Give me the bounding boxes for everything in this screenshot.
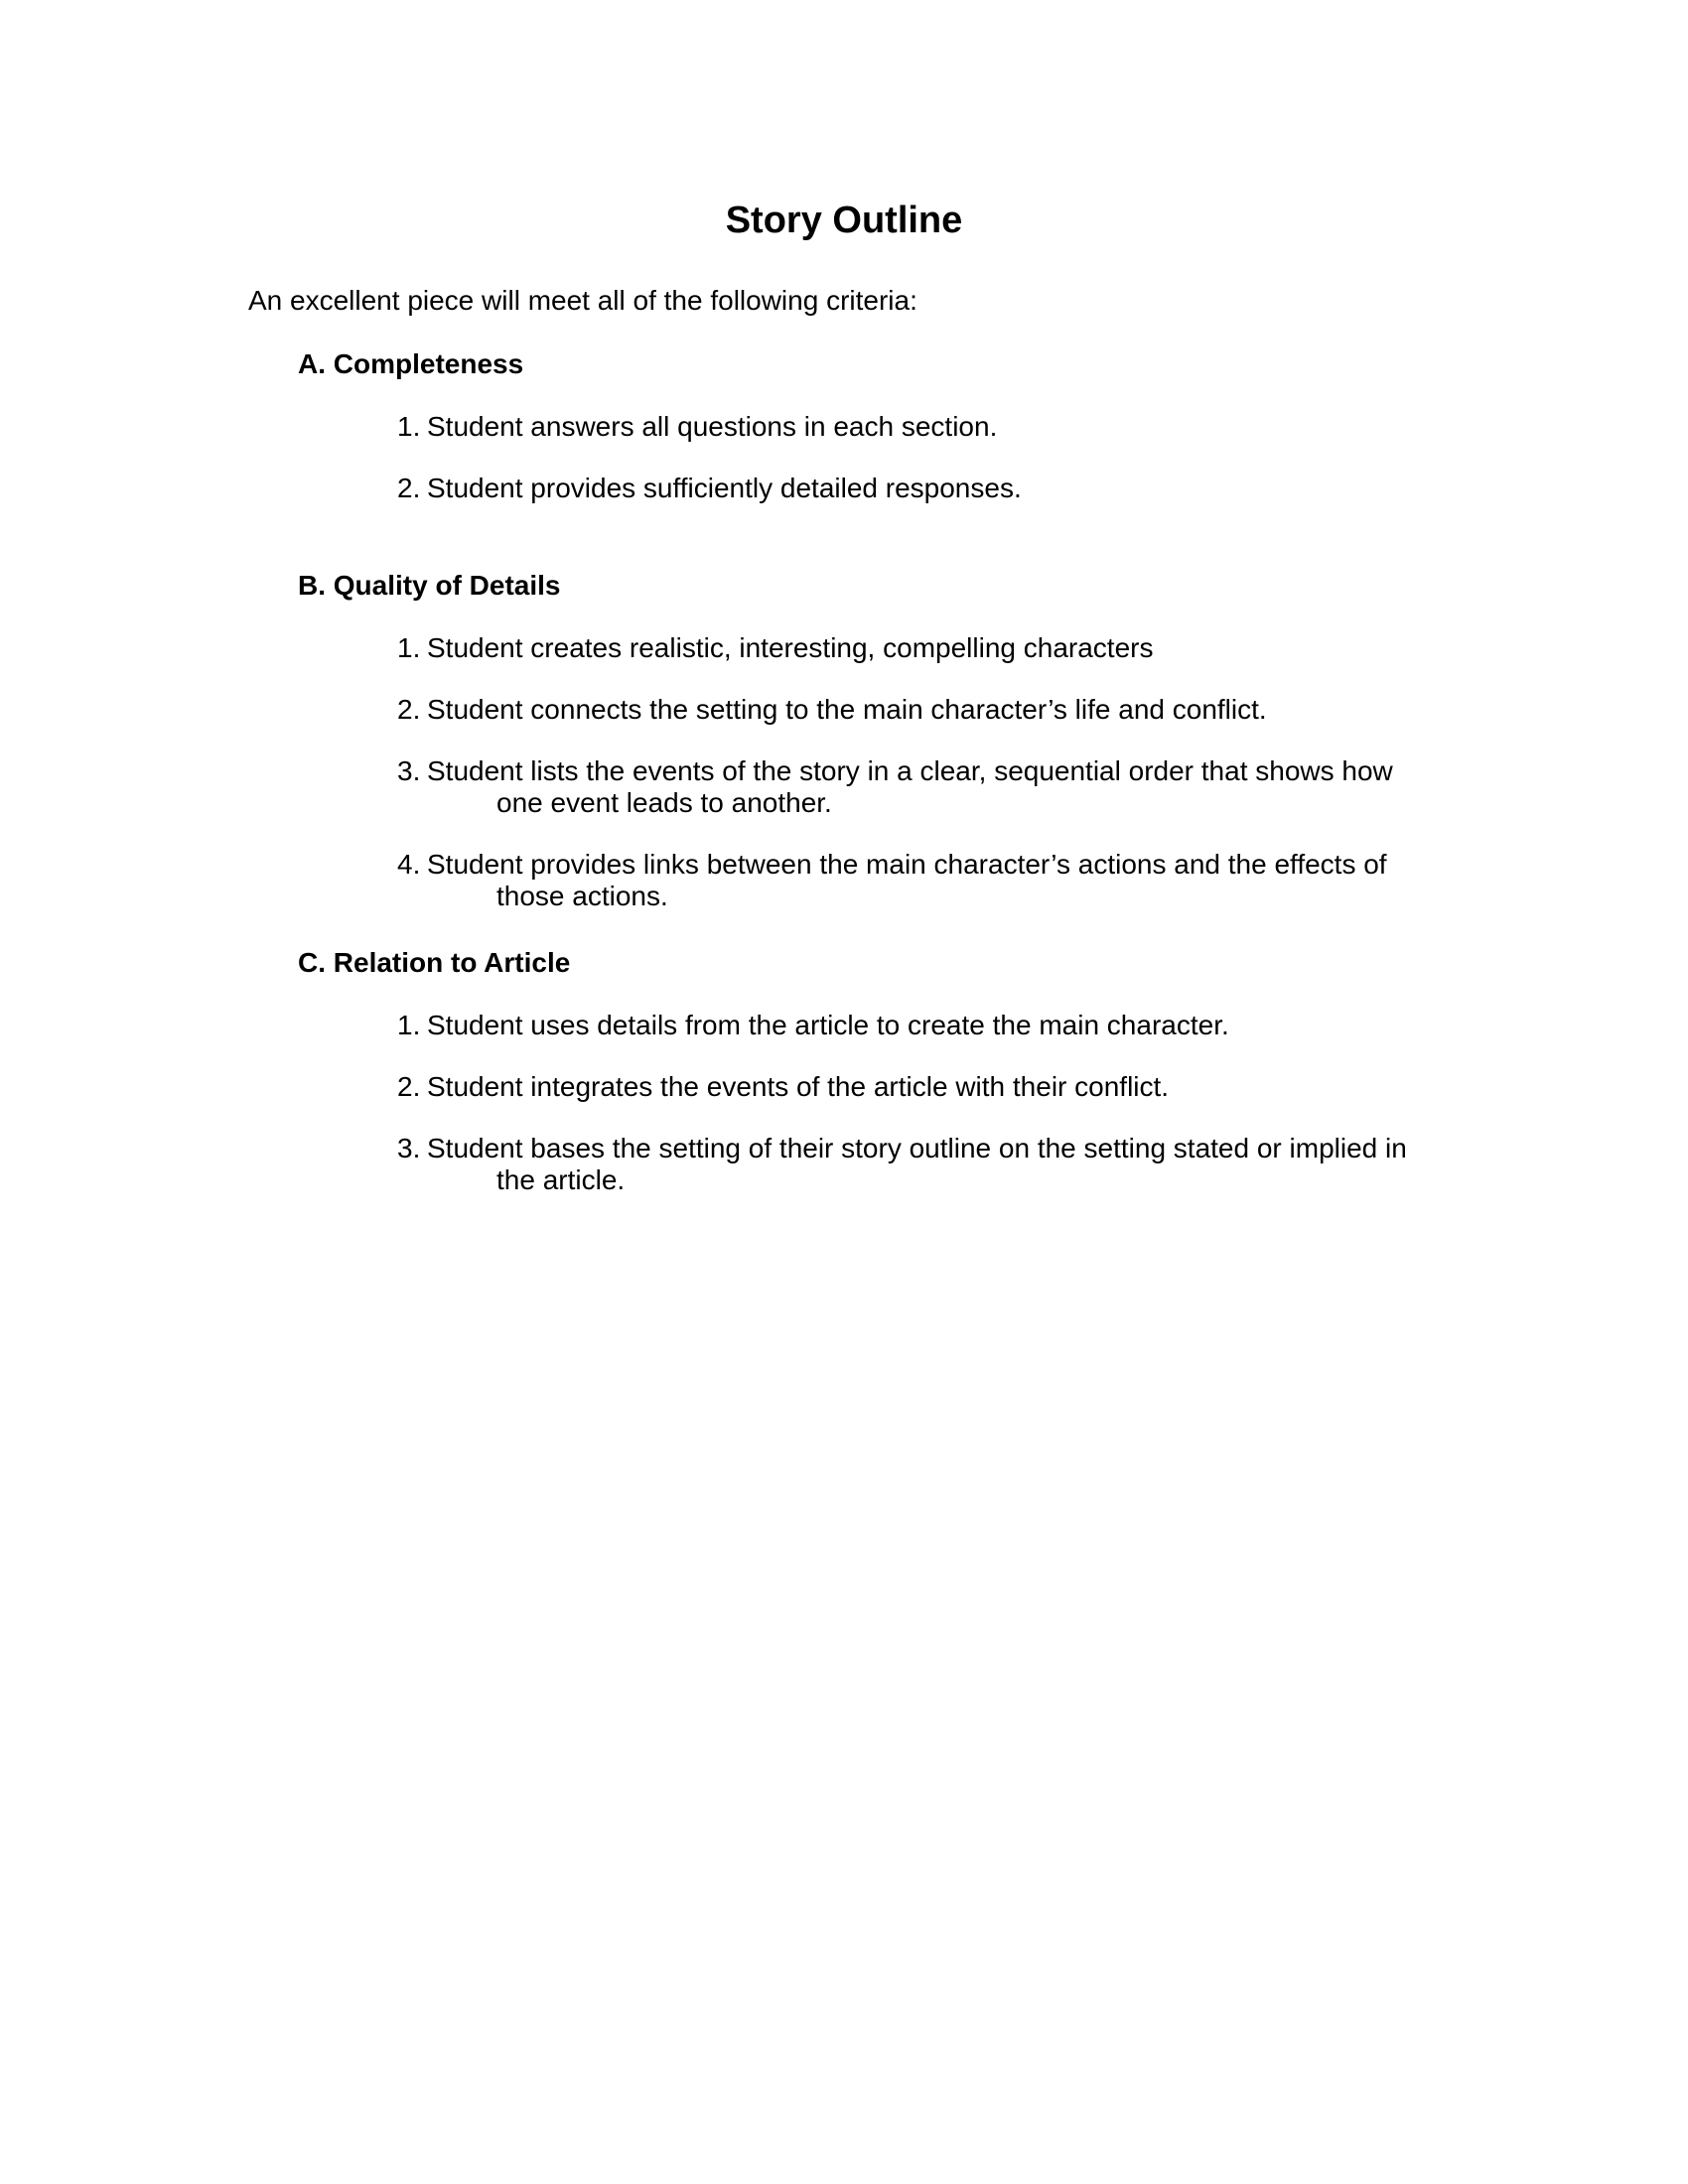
criterion-number: 1. xyxy=(397,411,421,442)
criterion-number: 2. xyxy=(397,1071,421,1102)
criterion-item xyxy=(298,632,1489,664)
criterion-item xyxy=(298,694,1489,726)
page-title: Story Outline xyxy=(725,200,963,241)
criteria-list xyxy=(298,1010,1489,1196)
criterion-item xyxy=(298,473,1489,504)
criterion-text xyxy=(427,1071,1440,1103)
section-heading: B. Quality of Details xyxy=(298,570,561,601)
criteria-list xyxy=(298,632,1489,912)
criterion-number: 3. xyxy=(397,1133,421,1163)
criterion-item xyxy=(298,411,1489,443)
criterion-line: Student integrates the events of the article with their conflict. xyxy=(427,1071,1170,1102)
criterion-item xyxy=(298,1010,1489,1041)
criteria-list xyxy=(298,411,1489,504)
intro-text: An excellent piece will meet all of the following criteria: xyxy=(248,285,917,316)
criterion-text xyxy=(427,473,1440,504)
criterion-text xyxy=(427,694,1440,726)
criterion-line: Student creates realistic, interesting, compelling characters xyxy=(427,632,1154,663)
criterion-line-continued: those actions. xyxy=(496,881,668,911)
criterion-line: Student connects the setting to the main character’s life and conflict. xyxy=(427,694,1267,725)
criterion-number: 2. xyxy=(397,694,421,725)
criterion-line: Student bases the setting of their story outline on the setting stated or implied in xyxy=(427,1133,1407,1163)
criterion-item xyxy=(298,755,1489,819)
criterion-line: Student uses details from the article to create the main character. xyxy=(427,1010,1229,1040)
criterion-line: Student provides sufficiently detailed responses. xyxy=(427,473,1022,503)
section-heading: C. Relation to Article xyxy=(298,947,571,978)
criterion-item xyxy=(298,849,1489,912)
criterion-number: 3. xyxy=(397,755,421,786)
criterion-text xyxy=(427,1010,1440,1041)
criterion-number: 2. xyxy=(397,473,421,503)
criterion-number: 1. xyxy=(397,1010,421,1040)
section-quality-of-details xyxy=(298,569,1489,912)
criterion-number: 1. xyxy=(397,632,421,663)
section-completeness xyxy=(298,347,1489,504)
criterion-item xyxy=(298,1071,1489,1103)
criterion-text xyxy=(427,755,1440,819)
criterion-text xyxy=(427,1133,1440,1196)
criterion-text xyxy=(427,632,1440,664)
criterion-line-continued: one event leads to another. xyxy=(496,787,832,818)
criterion-text xyxy=(427,411,1440,443)
criterion-line: Student provides links between the main character’s actions and the effects of xyxy=(427,849,1387,880)
criterion-line-continued: the article. xyxy=(496,1164,626,1195)
section-heading: A. Completeness xyxy=(298,348,524,379)
criterion-item xyxy=(298,1133,1489,1196)
criterion-number: 4. xyxy=(397,849,421,880)
criterion-line: Student lists the events of the story in a clear, sequential order that shows how xyxy=(427,755,1393,786)
criterion-text xyxy=(427,849,1440,912)
section-relation-to-article xyxy=(298,946,1489,1196)
criterion-line: Student answers all questions in each section. xyxy=(427,411,998,442)
